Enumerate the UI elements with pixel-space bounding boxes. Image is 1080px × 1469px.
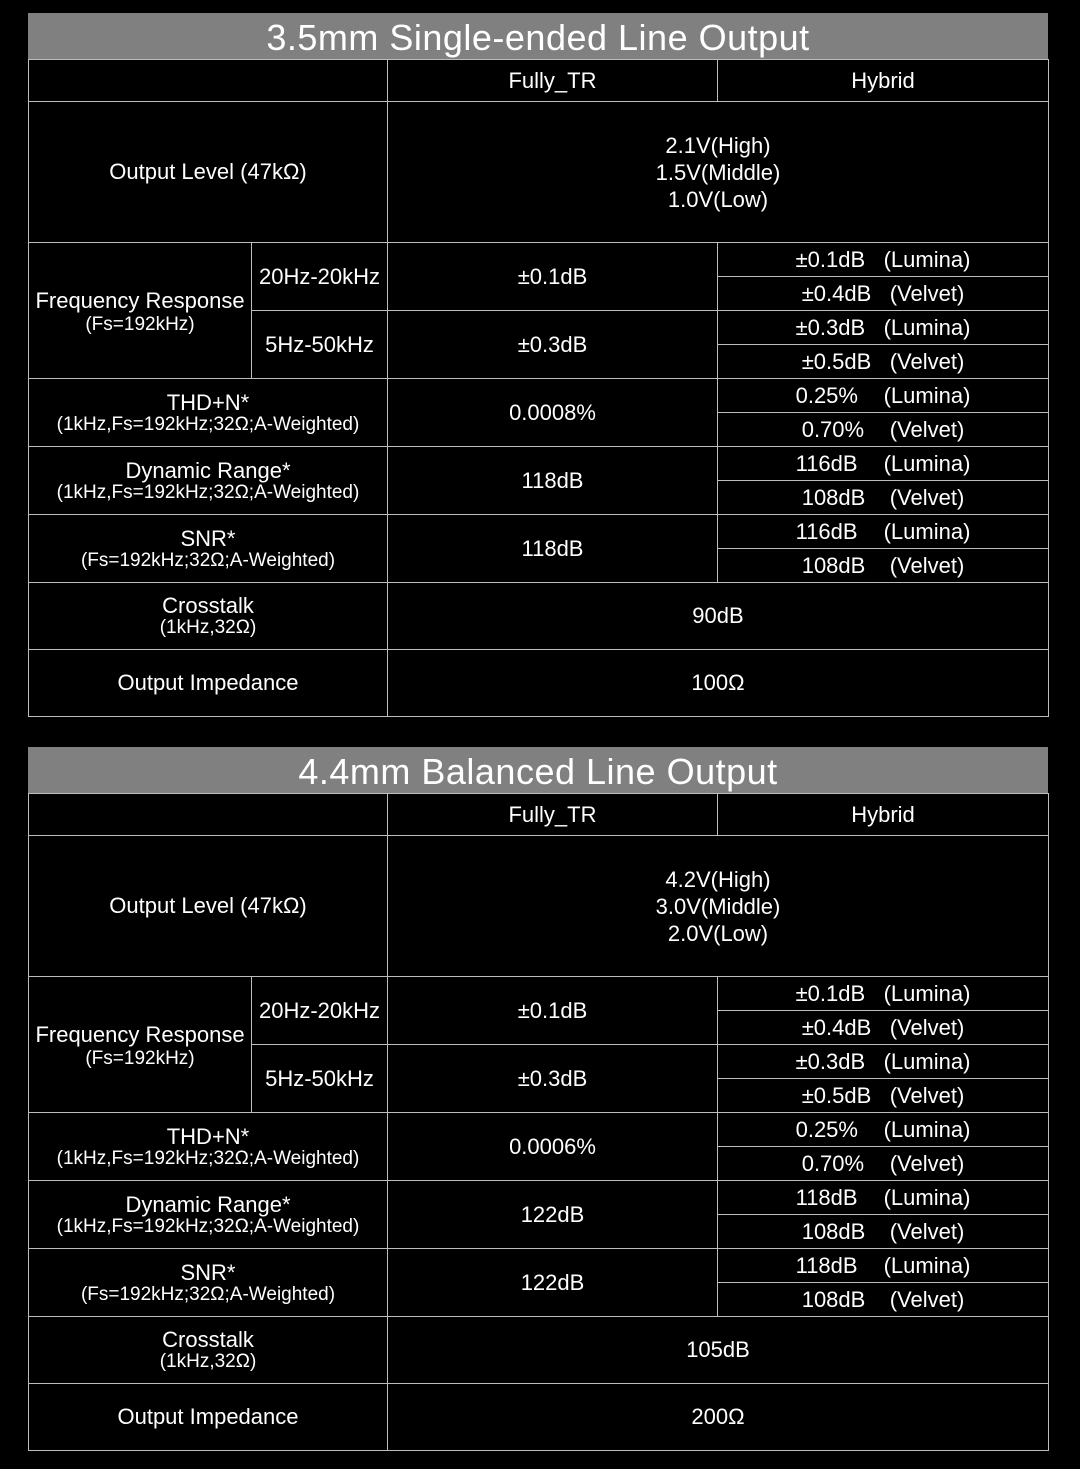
- hybrid-mode: (Lumina): [883, 518, 971, 544]
- freq-fully-tr: ±0.1dB: [388, 243, 718, 311]
- snr-fully-tr: 122dB: [388, 1249, 718, 1317]
- freq-hybrid-cell: [718, 1079, 1049, 1113]
- level-high: 4.2V(High): [665, 866, 771, 892]
- freq-hybrid-cell: [718, 311, 1049, 345]
- hybrid-value: 0.70%: [801, 1150, 865, 1176]
- thd-sublabel: (1kHz,Fs=192kHz;32Ω;A-Weighted): [56, 1147, 360, 1169]
- crosstalk-sublabel: (1kHz,32Ω): [159, 617, 257, 638]
- thd-row: [29, 379, 1049, 413]
- crosstalk-row: [29, 583, 1049, 650]
- impedance-value: 100Ω: [388, 650, 1049, 717]
- hybrid-value: 108dB: [801, 1218, 866, 1244]
- hybrid-value: 108dB: [801, 552, 866, 578]
- hybrid-mode: (Lumina): [883, 382, 971, 408]
- freq-hybrid-cell: [718, 243, 1049, 277]
- freq-range: 5Hz-50kHz: [252, 311, 388, 379]
- output-level-label: Output Level (47kΩ): [29, 836, 388, 977]
- freq-row: [29, 977, 1049, 1011]
- hybrid-value: 116dB: [795, 450, 858, 476]
- freq-range: 20Hz-20kHz: [252, 243, 388, 311]
- hybrid-value: ±0.5dB: [801, 348, 872, 374]
- freq-sublabel: (Fs=192kHz): [85, 1047, 195, 1069]
- crosstalk-label-cell: [29, 1317, 388, 1384]
- freq-label-cell: [29, 977, 252, 1113]
- hybrid-value: ±0.4dB: [801, 1014, 872, 1040]
- snr-row: [29, 1249, 1049, 1283]
- freq-hybrid-cell: [718, 277, 1049, 311]
- hybrid-mode: (Velvet): [889, 1218, 965, 1244]
- freq-hybrid-cell: [718, 1045, 1049, 1079]
- section-title: 3.5mm Single-ended Line Output: [28, 13, 1048, 59]
- thd-hybrid-cell: [718, 1147, 1049, 1181]
- hybrid-value: ±0.1dB: [795, 246, 866, 272]
- snr-hybrid-cell: [718, 1283, 1049, 1317]
- snr-sublabel: (Fs=192kHz;32Ω;A-Weighted): [80, 1283, 336, 1305]
- hybrid-mode: (Lumina): [883, 1048, 971, 1074]
- crosstalk-label: Crosstalk: [162, 593, 254, 618]
- hybrid-value: ±0.3dB: [795, 314, 866, 340]
- empty-header-cell: [29, 60, 388, 102]
- hybrid-mode: (Velvet): [889, 1014, 965, 1040]
- freq-hybrid-cell: [718, 1011, 1049, 1045]
- hybrid-value: 108dB: [801, 484, 866, 510]
- single-ended-section: [28, 13, 1048, 717]
- hybrid-mode: (Lumina): [883, 450, 971, 476]
- snr-sublabel: (Fs=192kHz;32Ω;A-Weighted): [80, 549, 336, 571]
- output-level-values: [388, 102, 1049, 243]
- thd-hybrid-cell: [718, 1113, 1049, 1147]
- impedance-row: [29, 1384, 1049, 1451]
- hybrid-mode: (Velvet): [889, 484, 965, 510]
- hybrid-value: ±0.1dB: [795, 980, 866, 1006]
- output-level-label: Output Level (47kΩ): [29, 102, 388, 243]
- thd-row: [29, 1113, 1049, 1147]
- freq-range: 20Hz-20kHz: [252, 977, 388, 1045]
- col-header-fully-tr: Fully_TR: [388, 60, 718, 102]
- crosstalk-label: Crosstalk: [162, 1327, 254, 1352]
- snr-hybrid-cell: [718, 1249, 1049, 1283]
- header-row: [29, 794, 1049, 836]
- impedance-label: Output Impedance: [29, 1384, 388, 1451]
- dr-sublabel: (1kHz,Fs=192kHz;32Ω;A-Weighted): [56, 1215, 360, 1237]
- snr-hybrid-cell: [718, 515, 1049, 549]
- freq-row: [29, 243, 1049, 277]
- snr-fully-tr: 118dB: [388, 515, 718, 583]
- snr-label: SNR*: [180, 1259, 236, 1285]
- dr-label: Dynamic Range*: [125, 1191, 291, 1217]
- hybrid-value: ±0.3dB: [795, 1048, 866, 1074]
- hybrid-value: 0.25%: [795, 1116, 858, 1142]
- thd-sublabel: (1kHz,Fs=192kHz;32Ω;A-Weighted): [56, 413, 360, 435]
- freq-label: Frequency Response: [35, 287, 245, 313]
- spec-table: [28, 793, 1049, 1451]
- hybrid-mode: (Lumina): [883, 980, 971, 1006]
- hybrid-mode: (Velvet): [889, 280, 965, 306]
- thd-label-cell: [29, 1113, 388, 1181]
- thd-hybrid-cell: [718, 379, 1049, 413]
- dr-hybrid-cell: [718, 447, 1049, 481]
- freq-label: Frequency Response: [35, 1021, 245, 1047]
- hybrid-value: ±0.4dB: [801, 280, 872, 306]
- col-header-hybrid: Hybrid: [718, 794, 1049, 836]
- snr-row: [29, 515, 1049, 549]
- dr-row: [29, 1181, 1049, 1215]
- impedance-value: 200Ω: [388, 1384, 1049, 1451]
- dr-hybrid-cell: [718, 1215, 1049, 1249]
- dr-row: [29, 447, 1049, 481]
- dr-fully-tr: 118dB: [388, 447, 718, 515]
- thd-label-cell: [29, 379, 388, 447]
- crosstalk-sublabel: (1kHz,32Ω): [159, 1351, 257, 1372]
- spec-table: [28, 59, 1049, 717]
- thd-label: THD+N*: [166, 1123, 250, 1149]
- impedance-label: Output Impedance: [29, 650, 388, 717]
- freq-sublabel: (Fs=192kHz): [85, 313, 195, 335]
- snr-label-cell: [29, 515, 388, 583]
- freq-hybrid-cell: [718, 977, 1049, 1011]
- crosstalk-value: 105dB: [388, 1317, 1049, 1384]
- hybrid-mode: (Velvet): [889, 552, 965, 578]
- hybrid-value: 118dB: [795, 1184, 858, 1210]
- hybrid-mode: (Velvet): [889, 348, 965, 374]
- crosstalk-row: [29, 1317, 1049, 1384]
- output-level-row: [29, 102, 1049, 243]
- empty-header-cell: [29, 794, 388, 836]
- freq-label-cell: [29, 243, 252, 379]
- hybrid-value: 0.70%: [801, 416, 865, 442]
- dr-fully-tr: 122dB: [388, 1181, 718, 1249]
- dr-hybrid-cell: [718, 1181, 1049, 1215]
- thd-fully-tr: 0.0006%: [388, 1113, 718, 1181]
- section-title: 4.4mm Balanced Line Output: [28, 747, 1048, 793]
- col-header-fully-tr: Fully_TR: [388, 794, 718, 836]
- hybrid-value: 0.25%: [795, 382, 858, 408]
- snr-label-cell: [29, 1249, 388, 1317]
- level-middle: 3.0V(Middle): [655, 893, 781, 919]
- freq-fully-tr: ±0.3dB: [388, 311, 718, 379]
- level-low: 1.0V(Low): [667, 186, 769, 212]
- thd-fully-tr: 0.0008%: [388, 379, 718, 447]
- dr-label-cell: [29, 447, 388, 515]
- level-middle: 1.5V(Middle): [655, 159, 781, 185]
- hybrid-mode: (Velvet): [889, 416, 965, 442]
- crosstalk-value: 90dB: [388, 583, 1049, 650]
- col-header-hybrid: Hybrid: [718, 60, 1049, 102]
- thd-label: THD+N*: [166, 389, 250, 415]
- hybrid-mode: (Lumina): [883, 314, 971, 340]
- freq-fully-tr: ±0.3dB: [388, 1045, 718, 1113]
- impedance-row: [29, 650, 1049, 717]
- hybrid-value: 116dB: [795, 518, 858, 544]
- hybrid-value: ±0.5dB: [801, 1082, 872, 1108]
- dr-label: Dynamic Range*: [125, 457, 291, 483]
- dr-label-cell: [29, 1181, 388, 1249]
- hybrid-mode: (Lumina): [883, 1252, 971, 1278]
- dr-hybrid-cell: [718, 481, 1049, 515]
- crosstalk-label-cell: [29, 583, 388, 650]
- header-row: [29, 60, 1049, 102]
- level-low: 2.0V(Low): [667, 920, 769, 946]
- hybrid-mode: (Velvet): [889, 1082, 965, 1108]
- hybrid-mode: (Lumina): [883, 1184, 971, 1210]
- balanced-section: [28, 747, 1048, 1451]
- freq-hybrid-cell: [718, 345, 1049, 379]
- thd-hybrid-cell: [718, 413, 1049, 447]
- level-high: 2.1V(High): [665, 132, 771, 158]
- dr-sublabel: (1kHz,Fs=192kHz;32Ω;A-Weighted): [56, 481, 360, 503]
- output-level-values: [388, 836, 1049, 977]
- freq-range: 5Hz-50kHz: [252, 1045, 388, 1113]
- snr-label: SNR*: [180, 525, 236, 551]
- hybrid-mode: (Velvet): [889, 1150, 965, 1176]
- hybrid-mode: (Lumina): [883, 246, 971, 272]
- hybrid-mode: (Lumina): [883, 1116, 971, 1142]
- hybrid-value: 108dB: [801, 1286, 866, 1312]
- hybrid-mode: (Velvet): [889, 1286, 965, 1312]
- snr-hybrid-cell: [718, 549, 1049, 583]
- output-level-row: [29, 836, 1049, 977]
- freq-fully-tr: ±0.1dB: [388, 977, 718, 1045]
- hybrid-value: 118dB: [795, 1252, 858, 1278]
